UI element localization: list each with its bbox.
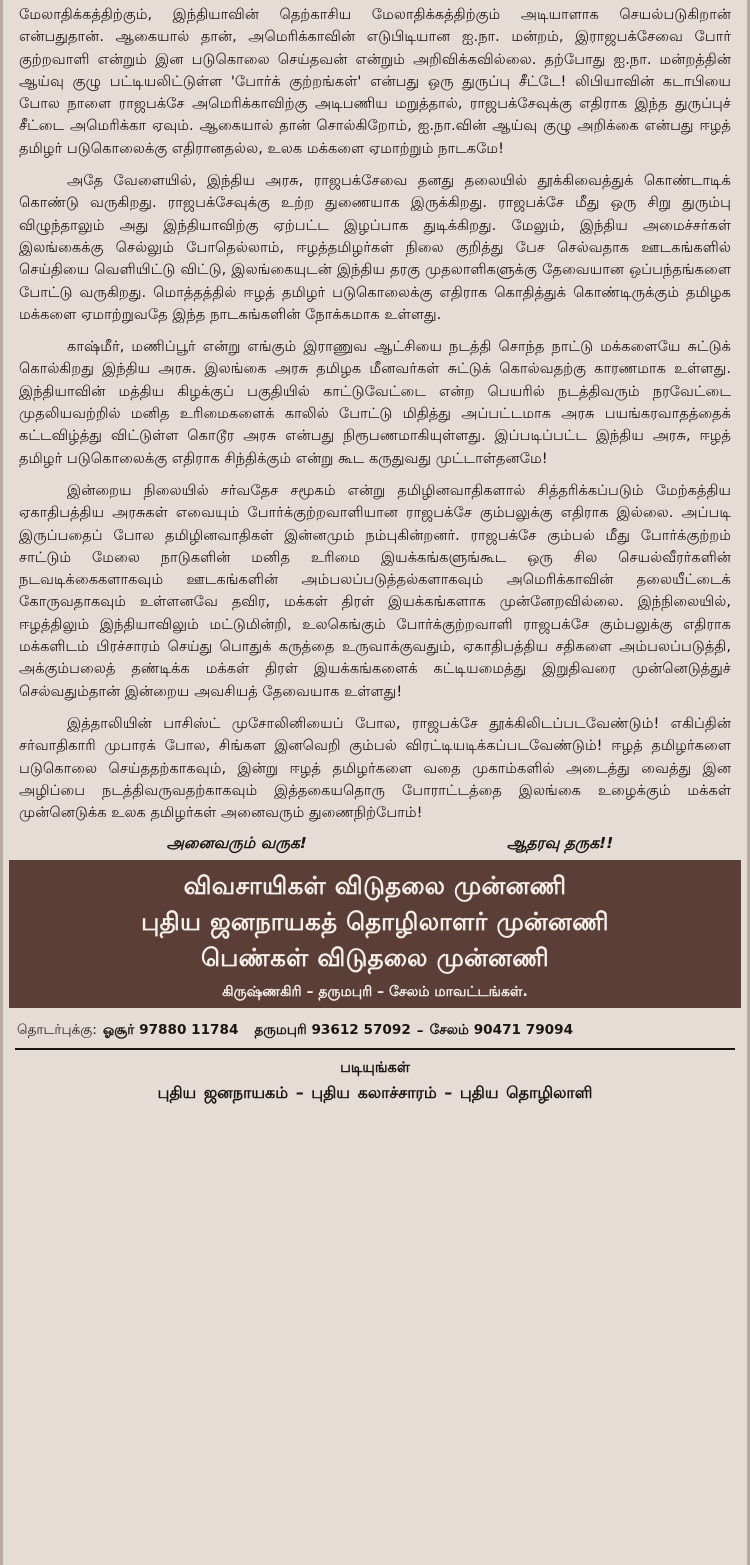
slogans <box>19 834 731 854</box>
paragraph-4: இன்றைய நிலையில் சர்வதேச சமூகம் என்று தமிழினவாதிகளால் சித்தரிக்கப்படும் மேற்கத்திய ஏகாதிபத்திய அரசுகள் எவையும் போர்க்குற்றவாளியான ராஜபக்சே கும்பலுக்கு எதிராக இல்லை. அப்படி இருப்பதைப் போல தமிழினவாதிகள் இன்னமும் நம்புகின்றனர். ராஜபக்சே கும்பல் மீது போர்க்குற்றம் சாட்டும் மேலை நாடுகளின் மனித உரிமை இயக்கங்களுங்கூட ஒரு சில செயல்வீரர்களின் நடவடிக்கைகளாகவும் ஊடகங்களின் அம்பலப்படுத்தல்களாகவும் அமெரிக்காவின் தலையீட்டைக் கோருவதாகவும் உள்ளனவே தவிர, மக்கள் திரள் இயக்கங்களாக முன்னேறவில்லை. இந்நிலையில், ஈழத்திலும் இந்தியாவிலும் மட்டுமின்றி, உலகெங்கும் போர்க்குற்றவாளி ராஜபக்சே கும்பலுக்கு எதிராக மக்களிடம் பிரச்சாரம் செய்து பொதுக் கருத்தை உருவாக்குவதும், ஏகாதிபத்திய சதிகளை அம்பலப்படுத்தி, அக்கும்பலைத் தண்டிக்க மக்கள் திரள் இயக்கங்களைக் கட்டியமைத்து இறுதிவரை முன்னெடுத்துச் செல்வதும்தான் இன்றைய அவசியத் தேவையாக உள்ளது! <box>19 481 731 700</box>
slogan-everyone-come: அனைவரும் வருக! <box>166 834 307 853</box>
contact-separator: – <box>416 1023 424 1040</box>
organizations-banner <box>9 860 741 1008</box>
paragraph-1: மேலாதிக்கத்திற்கும், இந்தியாவின் தெற்காசிய மேலாதிக்கத்திற்கும் அடியாளாக செயல்படுகிறான் என்பதுதான். ஆகையால் தான், அமெரிக்காவின் எடுபிடியான ஐ.நா. மன்றம், இராஜபக்சேவை போர் குற்றவாளி என்றும் இன படுகொலை செய்தவன் என்றும் அறிவிக்கவில்லை. தற்போது ஐ.நா. மன்றத்தின் ஆய்வு குழு பட்டியலிட்டுள்ள 'போர்க் குற்றங்கள்' என்பது ஒரு துருப்பு சீட்டே! லிபியாவின் கடாபியை போல நாளை ராஜபக்சே அமெரிக்காவிற்கு அடிபணிய மறுத்தால், ராஜபக்சேவுக்கு எதிராக இந்த துருப்புச் சீட்டை அமெரிக்கா ஏவும். ஆகையால் தான் சொல்கிறோம், ஐ.நா.வின் ஆய்வு குழு அறிக்கை என்பது ஈழத் தமிழர் படுகொலைக்கு எதிரானதல்ல, உலக மக்களை ஏமாற்றும் நாடகமே! <box>19 6 731 157</box>
contact-salem: சேலம் 90471 79094 <box>429 1022 574 1039</box>
contact-hosur: ஓசூர் 97880 11784 <box>102 1022 239 1039</box>
paragraph-2: அதே வேளையில், இந்திய அரசு, ராஜபக்சேவை தனது தலையில் தூக்கிவைத்துக் கொண்டாடிக் கொண்டு வருகிறது. ராஜபக்சேவுக்கு உற்ற துணையாக இருக்கிறது. ராஜபக்சே மீது ஒரு சிறு துரும்பு விழுந்தாலும் அது இந்தியாவிற்கு ஏற்பட்ட இழப்பாக துடிக்கிறது. மேலும், இந்திய அமைச்சர்கள் இலங்கைக்கு செல்லும் போதெல்லாம், ஈழத்தமிழர்கள் நிலை குறித்து பேச செல்வதாக ஊடகங்களில் செய்தியை வெளியிட்டு விட்டு, இலங்கையுடன் இந்திய தரகு முதலாளிகளுக்கு தேவையான ஒப்பந்தங்களை போட்டு வருகிறது. மொத்தத்தில் ஈழத் தமிழர் படுகொலைக்கு எதிராக கொதித்துக் கொண்டிருக்கும் தமிழக மக்களை ஏமாற்றுவதே இந்த நாடகங்களின் நோக்கமாக உள்ளது. <box>19 172 731 323</box>
paragraph-3: காஷ்மீர், மணிப்பூர் என்று எங்கும் இராணுவ ஆட்சியை நடத்தி சொந்த நாட்டு மக்களையே சுட்டுக் கொல்கிறது இந்திய அரசு. இலங்கை அரசு தமிழக மீனவர்கள் சுட்டுக் கொல்வதற்கு காரணமாக உள்ளது. இந்தியாவின் மத்திய கிழக்குப் பகுதியில் காட்டுவேட்டை என்ற பெயரில் நடத்திவரும் நரவேட்டை முதலியவற்றில் மனித உரிமைகளைக் காலில் போட்டு மிதித்து அப்பட்டமாக அரசு பயங்கரவாதத்தைக் கட்டவிழ்த்து விட்டுள்ள கொடூர அரசு என்பது நிரூபணமாகியுள்ளது. இப்படிப்பட்ட இந்திய அரசு, ஈழத் தமிழர் படுகொலைக்கு எதிராக சிந்திக்கும் என்று கூட கருதுவது முட்டாள்தனமே! <box>19 338 731 467</box>
read-box <box>19 1056 731 1106</box>
contact-dharmapuri: தருமபுரி 93612 57092 <box>254 1022 411 1039</box>
read-title: படியுங்கள் <box>340 1060 410 1077</box>
districts-line: கிருஷ்ணகிரி – தருமபுரி – சேலம் மாவட்டங்கள். <box>222 984 528 1001</box>
slogan-give-support: ஆதரவு தருக!! <box>506 834 614 853</box>
paragraph-5: இத்தாலியின் பாசிஸ்ட் முசோலினியைப் போல, ராஜபக்சே தூக்கிலிடப்படவேண்டும்! எகிப்தின் சர்வாதிகாரி முபாரக் போல, சிங்கள இனவெறி கும்பல் விரட்டியடிக்கப்படவேண்டும்! ஈழத் தமிழர்களை படுகொலை செய்ததற்காகவும், இன்று ஈழத் தமிழர்களை வதை முகாம்களில் அடைத்து வைத்து இன அழிப்பை நடத்திவருவதற்காகவும் இத்தகையதொரு போராட்டத்தை இலங்கை உழைக்கும் மக்கள் முன்னெடுக்க உலக தமிழர்கள் அனைவரும் துணைநிற்போம்! <box>19 714 731 822</box>
contact-line <box>15 1016 735 1050</box>
read-publications: புதிய ஜனநாயகம் – புதிய கலாச்சாரம் – புதிய தொழிலாளி <box>157 1083 593 1103</box>
org-farmers-liberation-front: விவசாயிகள் விடுதலை முன்னணி <box>183 871 567 901</box>
org-new-democratic-workers-front: புதிய ஜனநாயகத் தொழிலாளர் முன்னணி <box>141 907 609 937</box>
article-body <box>19 4 731 824</box>
org-womens-liberation-front: பெண்கள் விடுதலை முன்னணி <box>201 943 549 973</box>
contact-label: தொடர்புக்கு: <box>17 1022 97 1039</box>
